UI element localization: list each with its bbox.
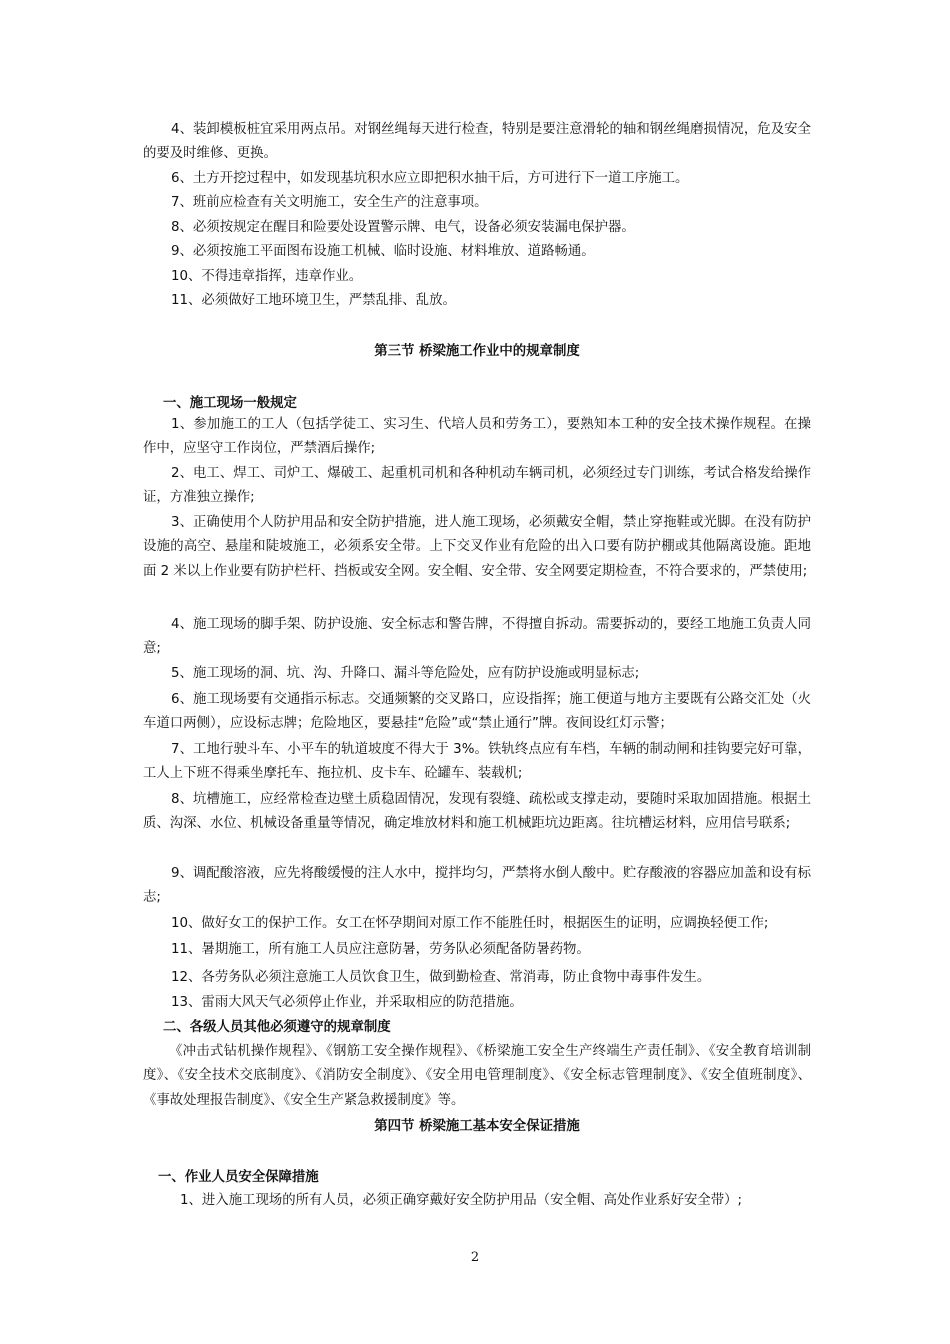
section-3-heading-2: 二、各级人员其他必须遵守的规章制度	[163, 1020, 391, 1035]
rule-item-4: 4、施工现场的脚手架、防护设施、安全标志和警告牌，不得擅自拆动。需要拆动的，要经工地施工负责人同意;	[143, 617, 811, 657]
measure-item-1: 1、进入施工现场的所有人员，必须正确穿戴好安全防护用品（安全帽、高处作业系好安全带）;	[180, 1193, 743, 1208]
rule-item-13: 13、雷雨大风天气必须停止作业，并采取相应的防范措施。	[171, 995, 523, 1010]
rule-item-2: 2、电工、焊工、司炉工、爆破工、起重机司机和各种机动车辆司机，必须经过专门训练，考试合格发给操作证，方准独立操作;	[143, 466, 811, 506]
paragraph-item-4: 4、装卸模板桩宜采用两点吊。对钢丝绳每天进行检查，特别是要注意滑轮的轴和钢丝绳磨损情况，危及安全的要及时维修、更换。	[143, 122, 811, 162]
rule-item-12: 12、各劳务队必须注意施工人员饮食卫生，做到勤检查、常消毒，防止食物中毒事件发生。	[171, 970, 711, 985]
rules-list: 《冲击式钻机操作规程》、《钢筋工安全操作规程》、《桥梁施工安全生产终端生产责任制》、《安全教育培训制度》、《安全技术交底制度》、《消防安全制度》、《安全用电管理制度》、《安全标志管理制度》、《安全值班制度》、《事故处理报告制度》、《安全生产紧急救援制度》等。	[143, 1044, 811, 1108]
paragraph-item-9: 9、必须按施工平面图布设施工机械、临时设施、材料堆放、道路畅通。	[171, 244, 595, 259]
section-4-heading-1: 一、作业人员安全保障措施	[158, 1170, 319, 1185]
section-3-title: 第三节 桥梁施工作业中的规章制度	[374, 344, 580, 359]
rule-item-5: 5、施工现场的洞、坑、沟、升降口、漏斗等危险处，应有防护设施或明显标志;	[171, 666, 640, 681]
rule-item-9: 9、调配酸溶液，应先将酸缓慢的注人水中，搅拌均匀，严禁将水倒人酸中。贮存酸液的容器应加盖和设有标志;	[143, 866, 811, 906]
rule-item-11: 11、暑期施工，所有施工人员应注意防暑，劳务队必须配备防暑药物。	[171, 942, 590, 957]
paragraph-item-7: 7、班前应检查有关文明施工，安全生产的注意事项。	[171, 195, 488, 210]
section-3-heading-1: 一、施工现场一般规定	[163, 396, 297, 411]
rule-item-1: 1、参加施工的工人（包括学徒工、实习生、代培人员和劳务工），要熟知本工种的安全技术操作规程。在操作中，应坚守工作岗位，严禁酒后操作;	[143, 417, 811, 457]
paragraph-item-6: 6、土方开挖过程中，如发现基坑积水应立即把积水抽干后，方可进行下一道工序施工。	[171, 171, 689, 186]
rule-item-7: 7、工地行驶斗车、小平车的轨道坡度不得大于 3%。铁轨终点应有车档，车辆的制动闸和挂钩要完好可靠，工人上下班不得乘坐摩托车、拖拉机、皮卡车、砼罐车、装载机;	[143, 742, 811, 782]
rule-item-6: 6、施工现场要有交通指示标志。交通频繁的交叉路口，应设指挥；施工便道与地方主要既有公路交汇处（火车道口两侧），应设标志牌；危险地区，要悬挂“危险”或“禁止通行”牌。夜间设红灯示警；	[143, 692, 811, 732]
rule-item-10: 10、做好女工的保护工作。女工在怀孕期间对原工作不能胜任时，根据医生的证明，应调换轻便工作;	[171, 916, 769, 931]
paragraph-item-11: 11、必须做好工地环境卫生，严禁乱排、乱放。	[171, 293, 456, 308]
rule-item-8: 8、坑槽施工，应经常检查边壁土质稳固情况，发现有裂缝、疏松或支撑走动，要随时采取加固措施。根据土质、沟深、水位、机械设备重量等情况，确定堆放材料和施工机械距坑边距离。往坑槽运材料，应用信号联系;	[143, 792, 811, 832]
rule-item-3: 3、正确使用个人防护用品和安全防护措施，进人施工现场，必须戴安全帽，禁止穿拖鞋或光脚。在没有防护设施的高空、悬崖和陡坡施工，必须系安全带。上下交叉作业有危险的出入口要有防护棚或其他隔离设施。距地面 2 米以上作业要有防护栏杆、挡板或安全网。安全帽、安全带、安全网要定期检查，不符合要求的，严禁使用;	[143, 515, 811, 579]
paragraph-item-10: 10、不得违章指挥，违章作业。	[171, 269, 363, 284]
page-number: 2	[470, 1250, 480, 1265]
paragraph-item-8: 8、必须按规定在醒目和险要处设置警示牌、电气，设备必须安装漏电保护器。	[171, 220, 635, 235]
section-4-title: 第四节 桥梁施工基本安全保证措施	[374, 1119, 580, 1134]
